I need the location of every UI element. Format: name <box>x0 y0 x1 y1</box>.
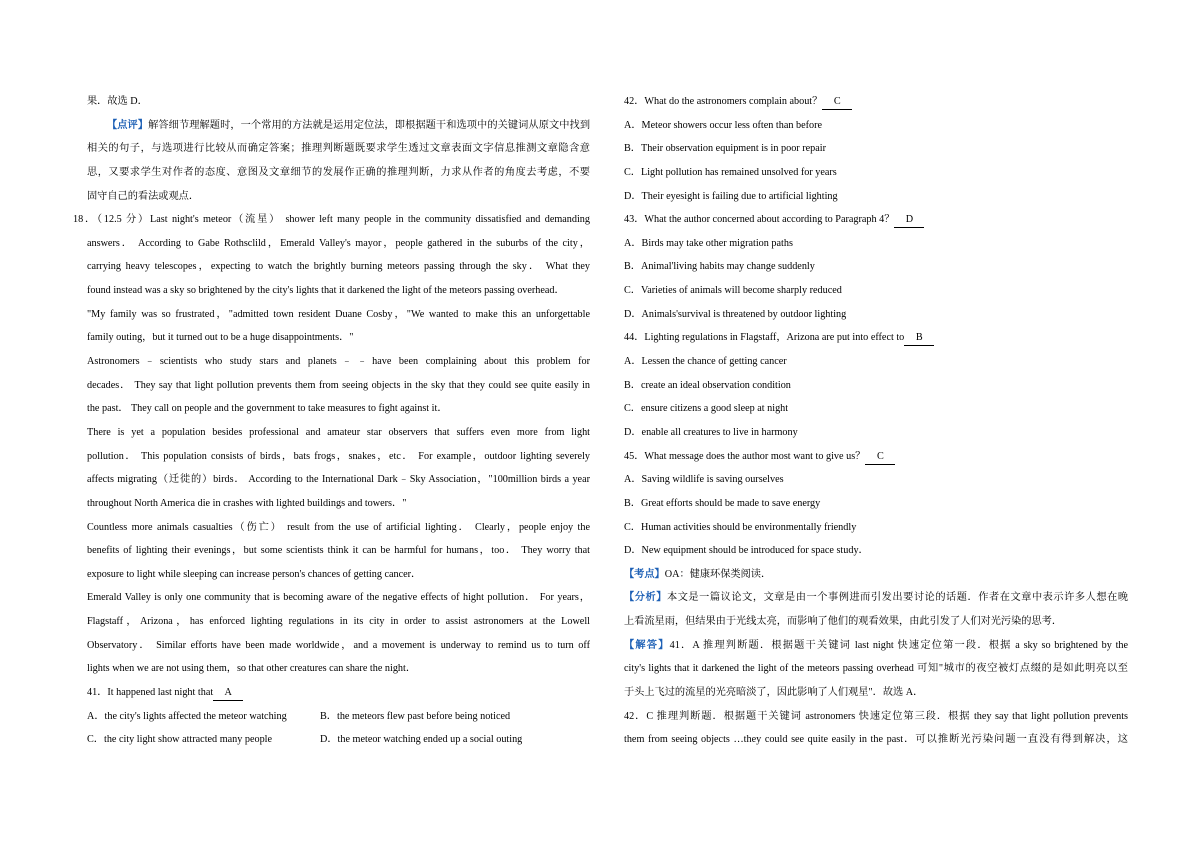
option-b: B．the meteors flew past before being noticed <box>320 710 511 722</box>
option-a: A．the city's lights affected the meteor watching <box>87 710 287 722</box>
right-column <box>624 90 1128 752</box>
passage-line: There is yet a population besides professional and amateur star observers that suffers even more from light <box>87 426 590 438</box>
passage-line: found instead was a sky so brightened by the city's lights that it darkened the light of the meteors passing overhead． <box>87 285 565 297</box>
option: A．Lessen the chance of getting cancer <box>624 356 787 368</box>
question-stem: 44．Lighting regulations in Flagstaff，Arizona are put into effect to <box>624 332 905 344</box>
passage-line: pollution． This population consists of birds，bats frogs，snakes，etc． For example，outdoor lighting severely <box>87 450 590 462</box>
solution-line: 【解答】41．A 推理判断题．根据题干关键词 last night 快速定位第一段．根据 a sky so brightened by the <box>624 639 1128 651</box>
option: A．Saving wildlife is saving ourselves <box>624 474 784 486</box>
passage-line: affects migrating（迁徙的）birds． According to the International Dark﹣Sky Association，"100million birds a year <box>87 474 590 486</box>
question-44 <box>624 326 1128 350</box>
passage-line: carrying heavy telescopes，expecting to watch the brightly burning meteors passing through the sky． What they <box>87 261 590 273</box>
option: A．Meteor showers occur less often than before <box>624 119 823 131</box>
kaodian-line: 【考点】OA：健康环保类阅读． <box>624 568 772 580</box>
answer-blank: C <box>865 450 895 465</box>
solution-line: 42．C 推理判断题．根据题干关键词 astronomers 快速定位第三段．根据 they say that light pollution prevents <box>624 710 1128 722</box>
previous-answer-end: 果．故选 D． <box>87 96 148 107</box>
passage-line: "My family was so frustrated，"admitted town resident Duane Cosby，"We wanted to make this an unforgettable <box>87 308 590 320</box>
option: C．Varieties of animals will become sharply reduced <box>624 285 842 297</box>
option-row <box>87 728 590 752</box>
analysis-line: 上看流星雨，但结果由于光线太亮，而影响了他们的观看效果，由此引发了人们对光污染的思考． <box>624 616 1063 628</box>
passage-line: family outing，but it turned out to be a huge disappointments．" <box>87 332 354 344</box>
solution-tag: 【解答】 <box>624 639 670 651</box>
passage-line: lights when we are not using them，so that other creatures can share the night． <box>87 663 417 675</box>
passage-line: Observatory． Similar efforts have been made worldwide，and a movement is underway to remind us to turn off <box>87 639 590 651</box>
question-stem: 45．What message does the author most want to give us？ <box>624 450 866 462</box>
option-row <box>87 705 590 729</box>
passage-line: Emerald Valley is only one community that is becoming aware of the negative effects of hight pollution． For years， <box>87 592 590 604</box>
answer-blank: D <box>894 213 924 228</box>
question-stem: 42．What do the astronomers complain about？ <box>624 96 823 107</box>
option-c: C．the city light show attracted many people <box>87 734 273 746</box>
analysis-tag: 【分析】 <box>624 592 667 604</box>
analysis-line: 【分析】本文是一篇议论文，文章是由一个事例进而引发出要讨论的话题．作者在文章中表示许多人想在晚 <box>624 592 1128 604</box>
option: D．Animals'survival is threatened by outdoor lighting <box>624 308 847 320</box>
left-column <box>73 90 590 752</box>
comment-line: 固守自己的看法或观点． <box>87 190 200 202</box>
option: B．Their observation equipment is in poor repair <box>624 143 827 155</box>
kaodian-tag: 【考点】 <box>624 568 665 580</box>
passage-line: Countless more animals casualties（伤亡） result from the use of artificial lighting． Clearly，people enjoy the <box>87 521 590 533</box>
solution-line: 于头上飞过的流星的光亮暗淡了，因此影响了人们观星"．故选 A． <box>624 687 924 699</box>
answer-blank: B <box>904 331 934 346</box>
option: B．Animal'living habits may change suddenly <box>624 261 815 273</box>
option: C．Human activities should be environmentally friendly <box>624 521 857 533</box>
passage-line: answers． According to Gabe Rothsclild，Emerald Valley's mayor，people gathered in the suburbs of the city， <box>87 237 590 249</box>
comment-line: 相关的句子，与选项进行比较从而确定答案；推理判断题既要求学生透过文章表面文字信息推测文章隐含意 <box>87 143 590 155</box>
solution-line: city's lights that it darkened the light of the meteors passing overhead 可知"城市的夜空被灯点缀的是如此明亮以至 <box>624 663 1128 675</box>
option: B．create an ideal observation condition <box>624 379 791 391</box>
answer-blank: C <box>822 95 852 110</box>
option: D．enable all creatures to live in harmony <box>624 426 798 438</box>
option-d: D．the meteor watching ended up a social outing <box>320 734 523 746</box>
passage-line: Astronomers﹣scientists who study stars and planets﹣﹣have been complaining about this problem for <box>87 356 590 368</box>
passage-line: Flagstaff，Arizona，has enforced lighting regulations in its city in order to assist astronomers at the Lowell <box>87 616 590 628</box>
solution-line: them from seeing objects …they could see quite easily in the past．可以推断光污染问题一直没有得到解决，这 <box>624 734 1128 746</box>
passage-line: decades． They say that light pollution prevents them from seeing objects in the sky that they could see quite easily in <box>87 379 590 391</box>
passage-line: 18．（12.5 分）Last night's meteor（流星） shower left many people in the community dissatisfied and demanding <box>73 214 590 226</box>
passage-line: exposure to light while sleeping can increase person's chances of getting cancer． <box>87 568 422 580</box>
answer-blank: A <box>213 686 243 701</box>
question-43 <box>624 208 1128 232</box>
question-stem: 41．It happened last night that <box>87 687 214 699</box>
comment-line: 思，又要求学生对作者的态度、意图及文章细节的发展作正确的推理判断，力求从作者的角度去考虑，不要 <box>87 166 590 178</box>
question-41 <box>87 681 590 705</box>
option: D．Their eyesight is failing due to artificial lighting <box>624 190 838 202</box>
option: D．New equipment should be introduced for space study． <box>624 545 869 557</box>
comment-tag: 【点评】 <box>107 119 149 131</box>
question-45 <box>624 445 1128 469</box>
question-stem: 43．What the author concerned about according to Paragraph 4？ <box>624 214 895 226</box>
option: C．ensure citizens a good sleep at night <box>624 403 789 415</box>
passage-line: the past． They call on people and the government to take measures to fight against it． <box>87 403 448 415</box>
passage-line: throughout North America die in crashes with lighted buildings and towers．" <box>87 497 407 509</box>
option: A．Birds may take other migration paths <box>624 237 793 249</box>
question-42 <box>624 90 1128 114</box>
passage-line: benefits of lighting their evenings，but some scientists think it can be harmful for humans，too． They worry that <box>87 545 590 557</box>
comment-line: 【点评】解答细节理解题时，一个常用的方法就是运用定位法，即根据题干和选项中的关键词从原文中找到 <box>107 119 590 131</box>
option: B．Great efforts should be made to save energy <box>624 497 821 509</box>
option: C．Light pollution has remained unsolved for years <box>624 166 837 178</box>
